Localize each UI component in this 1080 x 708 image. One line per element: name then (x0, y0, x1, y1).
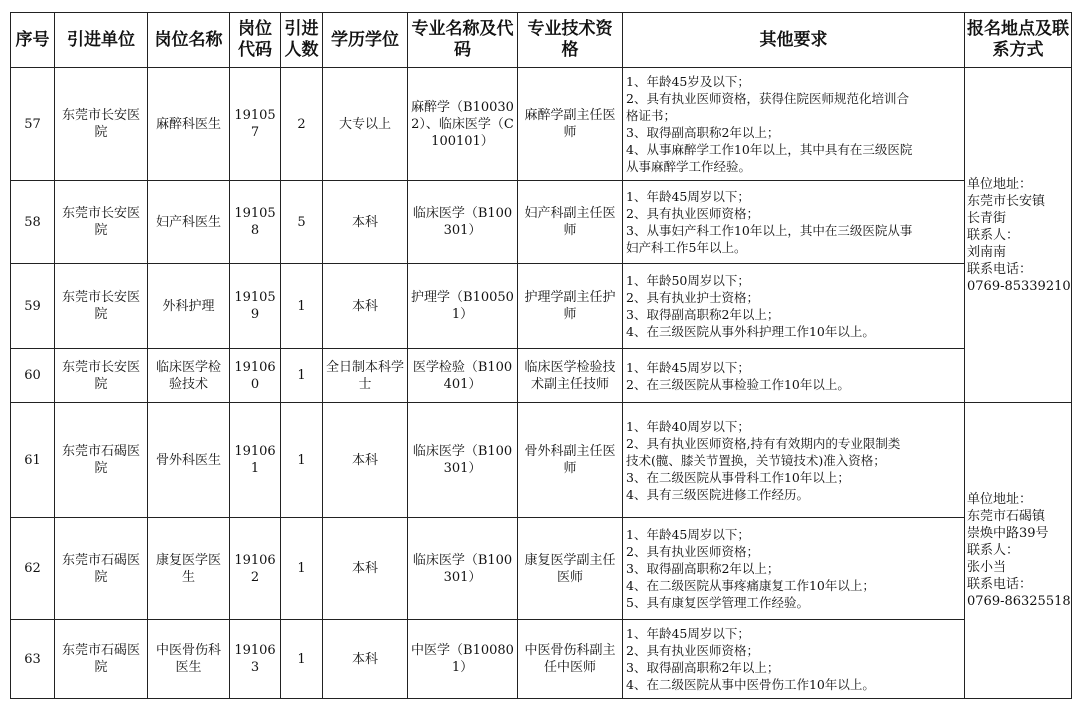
cell-unit: 东莞市长安医院 (55, 68, 148, 181)
header-count: 引进人数 (281, 13, 323, 68)
requirement-line: 3、从事妇产科工作10年以上，其中在三级医院从事 (626, 223, 913, 238)
cell-major: 临床医学（B100301） (408, 403, 518, 518)
requirement-line: 格证书； (626, 108, 677, 123)
header-qualification: 专业技术资格 (518, 13, 623, 68)
cell-unit: 东莞市长安医院 (55, 264, 148, 349)
cell-count: 2 (281, 68, 323, 181)
contact-line: 联系人： (967, 543, 1020, 558)
header-major: 专业名称及代码 (408, 13, 518, 68)
cell-count: 1 (281, 349, 323, 403)
requirement-line: 从事麻醉学工作经验。 (626, 159, 752, 174)
cell-qualification: 临床医学检验技术副主任技师 (518, 349, 623, 403)
contact-line: 单位地址： (967, 176, 1033, 192)
cell-education: 本科 (323, 264, 408, 349)
cell-position: 康复医学医生 (148, 518, 230, 620)
cell-qualification: 中医骨伤科副主任中医师 (518, 620, 623, 699)
cell-education: 本科 (323, 518, 408, 620)
recruitment-table (10, 12, 1072, 699)
cell-major: 麻醉学（B100302）、临床医学（C100101） (408, 68, 518, 181)
cell-education: 本科 (323, 620, 408, 699)
header-code: 岗位代码 (230, 13, 281, 68)
requirement-line: 1、年龄45周岁以下； (626, 527, 750, 542)
cell-contact (965, 68, 1072, 403)
requirement-line: 3、取得副高职称2年以上； (626, 307, 780, 322)
cell-contact (965, 403, 1072, 699)
cell-qualification: 康复医学副主任医师 (518, 518, 623, 620)
contact-line: 联系电话： (967, 261, 1033, 277)
requirement-line: 妇产科工作5年以上。 (626, 240, 747, 255)
table-row (11, 518, 1072, 620)
cell-qualification: 麻醉学副主任医师 (518, 68, 623, 181)
requirement-line: 1、年龄45周岁以下； (626, 189, 750, 204)
table-row (11, 264, 1072, 349)
cell-requirements (623, 349, 965, 403)
cell-count: 5 (281, 181, 323, 264)
cell-seq: 63 (11, 620, 55, 699)
requirement-line: 4、在三级医院从事外科护理工作10年以上。 (626, 324, 875, 339)
header-education: 学历学位 (323, 13, 408, 68)
cell-requirements (623, 68, 965, 181)
table-row (11, 403, 1072, 518)
requirement-line: 2、具有执业医师资格； (626, 544, 759, 559)
cell-code: 191063 (230, 620, 281, 699)
requirement-line: 技术(髋、膝关节置换，关节镜技术)准入资格； (626, 452, 886, 468)
table-row (11, 620, 1072, 699)
requirement-line: 2、具有执业医师资格； (626, 643, 759, 658)
requirement-line: 2、具有执业护士资格； (626, 290, 759, 305)
cell-requirements (623, 518, 965, 620)
cell-seq: 60 (11, 349, 55, 403)
requirement-line: 2、具有执业医师资格，获得住院医师规范化培训合 (626, 91, 909, 106)
cell-count: 1 (281, 264, 323, 349)
cell-unit: 东莞市长安医院 (55, 349, 148, 403)
cell-position: 骨外科医生 (148, 403, 230, 518)
contact-line: 东莞市长安镇 (967, 193, 1046, 209)
contact-line: 刘南南 (967, 244, 1007, 260)
contact-line: 联系人： (967, 227, 1020, 243)
cell-code: 191062 (230, 518, 281, 620)
cell-seq: 59 (11, 264, 55, 349)
requirement-line: 2、在三级医院从事检验工作10年以上。 (626, 376, 850, 392)
cell-seq: 62 (11, 518, 55, 620)
contact-line: 0769-85339210 (967, 278, 1071, 294)
cell-count: 1 (281, 620, 323, 699)
cell-requirements (623, 620, 965, 699)
cell-code: 191057 (230, 68, 281, 181)
contact-line: 单位地址： (967, 492, 1033, 507)
cell-major: 临床医学（B100301） (408, 181, 518, 264)
cell-education: 全日制本科学士 (323, 349, 408, 403)
requirement-line: 3、取得副高职称2年以上； (626, 660, 780, 675)
contact-line: 联系电话： (967, 577, 1033, 592)
requirement-line: 4、具有三级医院进修工作经历。 (626, 486, 809, 502)
cell-seq: 58 (11, 181, 55, 264)
cell-unit: 东莞市长安医院 (55, 181, 148, 264)
cell-seq: 61 (11, 403, 55, 518)
header-contact: 报名地点及联系方式 (965, 13, 1072, 68)
cell-code: 191058 (230, 181, 281, 264)
contact-line: 长青街 (967, 210, 1007, 226)
contact-line: 张小当 (967, 560, 1007, 575)
cell-education: 大专以上 (323, 68, 408, 181)
cell-requirements (623, 403, 965, 518)
requirement-line: 4、在二级医院从事中医骨伤工作10年以上。 (626, 677, 875, 692)
cell-position: 临床医学检验技术 (148, 349, 230, 403)
cell-major: 护理学（B100501） (408, 264, 518, 349)
cell-qualification: 护理学副主任护师 (518, 264, 623, 349)
header-seq: 序号 (11, 13, 55, 68)
cell-qualification: 骨外科副主任医师 (518, 403, 623, 518)
cell-count: 1 (281, 518, 323, 620)
cell-major: 医学检验（B100401） (408, 349, 518, 403)
cell-unit: 东莞市石碣医院 (55, 403, 148, 518)
requirement-line: 5、具有康复医学管理工作经验。 (626, 595, 809, 610)
cell-requirements (623, 181, 965, 264)
requirement-line: 2、具有执业医师资格； (626, 206, 759, 221)
contact-line: 东莞市石碣镇 (967, 509, 1046, 524)
cell-position: 妇产科医生 (148, 181, 230, 264)
cell-unit: 东莞市石碣医院 (55, 518, 148, 620)
header-unit: 引进单位 (55, 13, 148, 68)
cell-code: 191059 (230, 264, 281, 349)
requirement-line: 4、从事麻醉学工作10年以上，其中具有在三级医院 (626, 142, 913, 157)
requirement-line: 3、取得副高职称2年以上； (626, 125, 780, 140)
cell-education: 本科 (323, 403, 408, 518)
requirement-line: 1、年龄45岁及以下； (626, 74, 750, 89)
contact-line: 0769-86325518 (967, 594, 1071, 609)
table-row (11, 349, 1072, 403)
header-row (11, 13, 1072, 68)
cell-requirements (623, 264, 965, 349)
cell-qualification: 妇产科副主任医师 (518, 181, 623, 264)
requirement-line: 3、取得副高职称2年以上； (626, 561, 780, 576)
requirement-line: 1、年龄45周岁以下； (626, 359, 750, 375)
requirement-line: 1、年龄40周岁以下； (626, 418, 750, 434)
header-requirements: 其他要求 (623, 13, 965, 68)
cell-unit: 东莞市石碣医院 (55, 620, 148, 699)
contact-line: 崇焕中路39号 (967, 526, 1049, 541)
cell-position: 外科护理 (148, 264, 230, 349)
cell-major: 中医学（B100801） (408, 620, 518, 699)
table-row (11, 181, 1072, 264)
requirement-line: 1、年龄45周岁以下； (626, 626, 750, 641)
header-position: 岗位名称 (148, 13, 230, 68)
cell-count: 1 (281, 403, 323, 518)
cell-seq: 57 (11, 68, 55, 181)
cell-education: 本科 (323, 181, 408, 264)
cell-code: 191060 (230, 349, 281, 403)
requirement-line: 4、在二级医院从事疼痛康复工作10年以上； (626, 578, 875, 593)
requirement-line: 2、具有执业医师资格,持有有效期内的专业限制类 (626, 435, 901, 451)
cell-major: 临床医学（B100301） (408, 518, 518, 620)
cell-code: 191061 (230, 403, 281, 518)
cell-position: 中医骨伤科医生 (148, 620, 230, 699)
requirement-line: 3、在二级医院从事骨科工作10年以上； (626, 469, 850, 485)
table-row (11, 68, 1072, 181)
requirement-line: 1、年龄50周岁以下； (626, 273, 750, 288)
cell-position: 麻醉科医生 (148, 68, 230, 181)
